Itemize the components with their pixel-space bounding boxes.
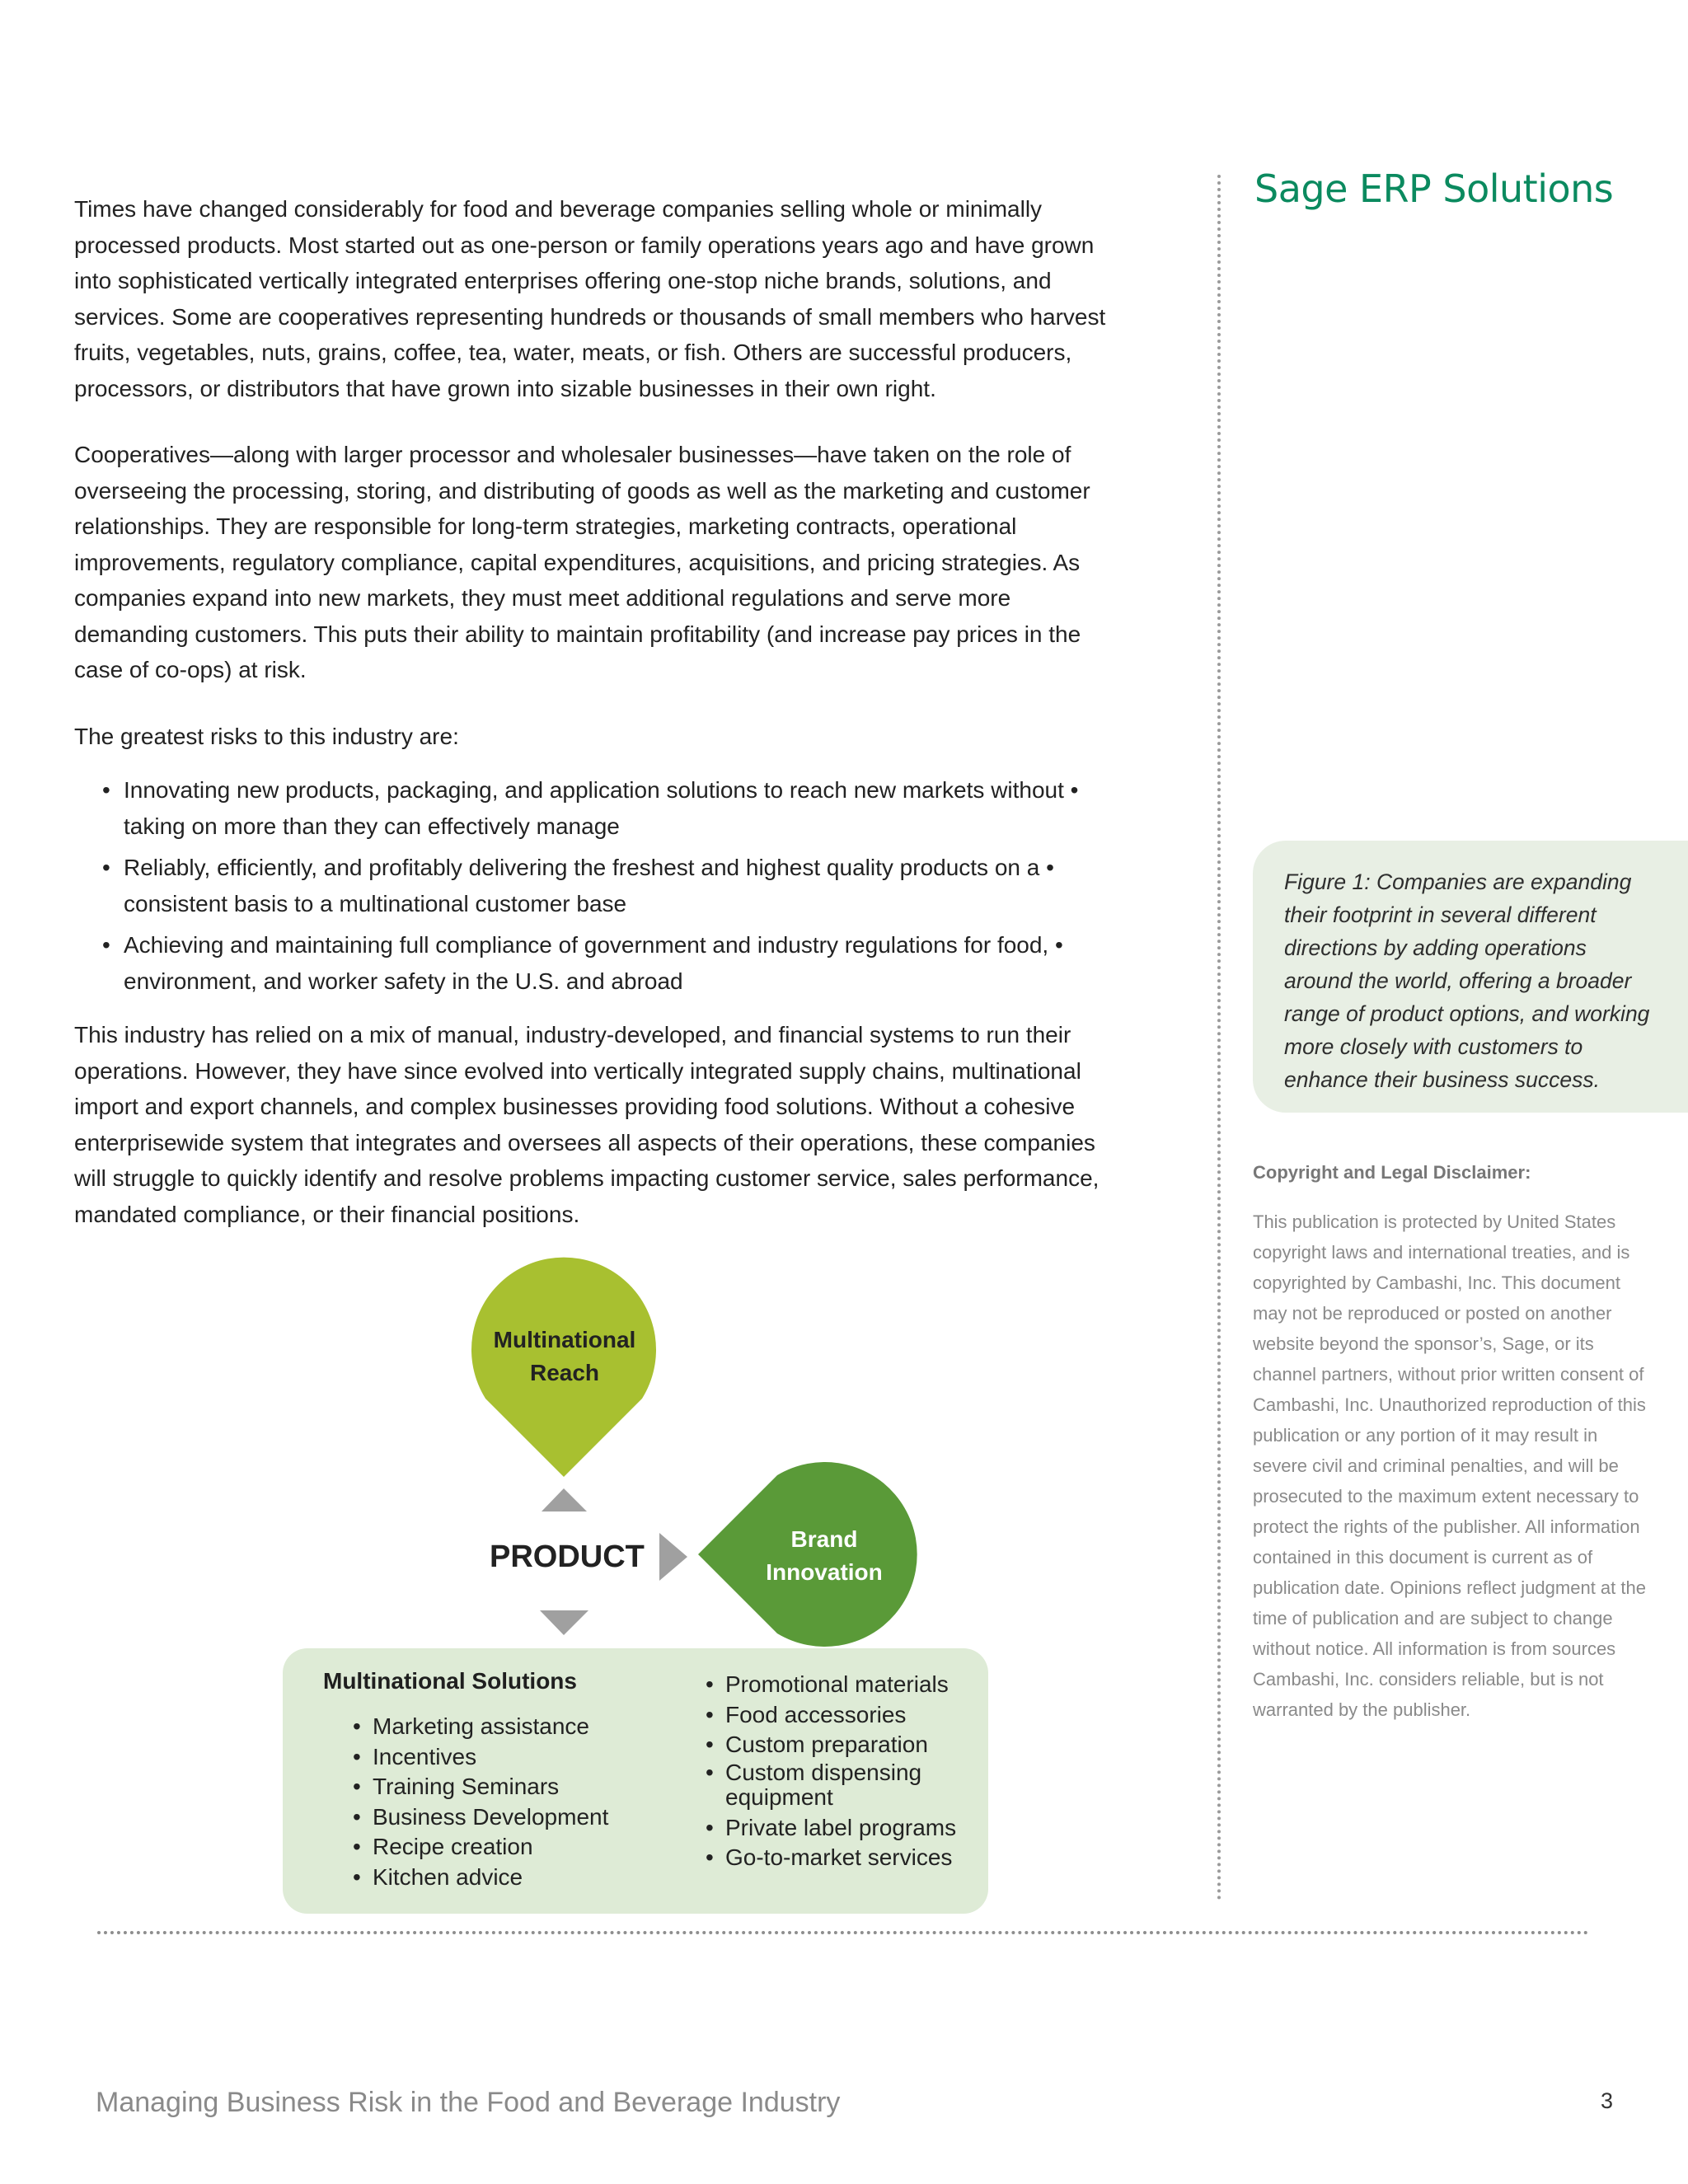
systems-paragraph: This industry has relied on a mix of manual, industry-developed, and financial systems to run their operations. However, they have since evolved into vertically integrated supply chains, multinational import and export channels, and complex businesses providing food solutions. Without a cohesive enterprisewide system that integrates and oversees all aspects of their operations, these companies will struggle to quickly identify and resolve problems impacting customer service, sales performance, mandated compliance, or their financial positions. — [74, 1022, 1100, 1227]
list-item: • Go-to-market services — [706, 1843, 986, 1873]
list-item: • Incentives — [353, 1742, 608, 1773]
risks-intro: The greatest risks to this industry are: — [74, 723, 459, 749]
legal-title: Copyright and Legal Disclaimer: — [1253, 1162, 1531, 1183]
page-number: 3 — [1601, 2088, 1614, 2113]
list-item: • Custom preparation — [706, 1730, 986, 1760]
cooperatives-paragraph: Cooperatives—along with larger processor and wholesaler businesses—have taken on the role of overseeing the processing, storing, and distributing of goods as well as the marketing and customer relationships. They are responsible for long-term strategies, marketing contracts, operational improvements, regulatory compliance, capital expenditures, acquisitions, and pricing strategies. As companies expand into new markets, they must meet additional regulations and serve more demanding customers. This puts their ability to maintain profitability (and increase pay prices in the case of co-ops) at risk. — [74, 442, 1090, 682]
list-item: • Food accessories — [706, 1700, 986, 1731]
figure-caption: Figure 1: Companies are expanding their footprint in several different directions by adding operations around the world, offering a broader range of product options, and working more closely with customers to enhance their business success. — [1253, 841, 1688, 1113]
arrow-right-icon — [659, 1533, 687, 1581]
footer-title: Managing Business Risk in the Food and Beverage Industry — [96, 2087, 841, 2118]
arrow-down-icon — [540, 1610, 588, 1635]
list-item: • Achieving and maintaining full compliance of government and industry regulations for food, • environment, and worker safety in the U.S. and abroad — [74, 927, 1113, 999]
intro-paragraph: Times have changed considerably for food and beverage companies selling whole or minimally processed products. Most started out as one-person or family operations years ago and have grown into sophisticated vertically integrated enterprises offering one-stop niche brands, solutions, and services. Some are cooperatives representing hundreds or thousands of small members who harvest fruits, vegetables, nuts, grains, coffee, tea, water, meats, or fish. Others are successful producers, processors, or distributors that have grown into sizable businesses in their own right. — [74, 196, 1106, 401]
list-item: • Reliably, efficiently, and profitably delivering the freshest and highest quality products on a • consistent basis to a multinational customer base — [74, 850, 1113, 921]
list-item: • Innovating new products, packaging, and application solutions to reach new markets without • taking on more than they can effectively manage — [74, 772, 1113, 844]
solutions-right-list — [706, 1670, 986, 1873]
product-label: PRODUCT — [490, 1540, 645, 1574]
list-item: • Training Seminars — [353, 1772, 608, 1802]
list-item: • Business Development — [353, 1802, 608, 1833]
list-item: • Private label programs — [706, 1813, 986, 1844]
list-item: • Kitchen advice — [353, 1863, 608, 1893]
list-item: • Custom dispensing equipment — [706, 1760, 986, 1813]
multinational-reach-label: Multinational Reach — [493, 1327, 636, 1385]
arrow-up-icon — [542, 1488, 587, 1511]
list-item: • Marketing assistance — [353, 1712, 608, 1742]
legal-body: This publication is protected by United States copyright laws and international treaties, and is copyrighted by Cambashi, Inc. This document may not be reproduced or posted on another website beyond the sponsor’s, Sage, or its channel partners, without prior written consent of Cambashi, Inc. Unauthorized reproduction of this publication or any portion of it may result in severe civil and criminal penalties, and will be prosecuted to the maximum extent necessary to protect the rights of the publisher. All information contained in this document is current as of publication date. Opinions reflect judgment at the time of publication and are subject to change without notice. All information is from sources Cambashi, Inc. considers reliable, but is not warranted by the publisher. — [1253, 1212, 1646, 1720]
solutions-left-list — [353, 1712, 608, 1892]
sidebar-title: Sage ERP Solutions — [1254, 166, 1614, 211]
list-item: • Promotional materials — [706, 1670, 986, 1700]
solutions-heading: Multinational Solutions — [323, 1668, 577, 1694]
brand-innovation-label: Brand Innovation — [766, 1526, 883, 1585]
list-item: • Recipe creation — [353, 1832, 608, 1863]
